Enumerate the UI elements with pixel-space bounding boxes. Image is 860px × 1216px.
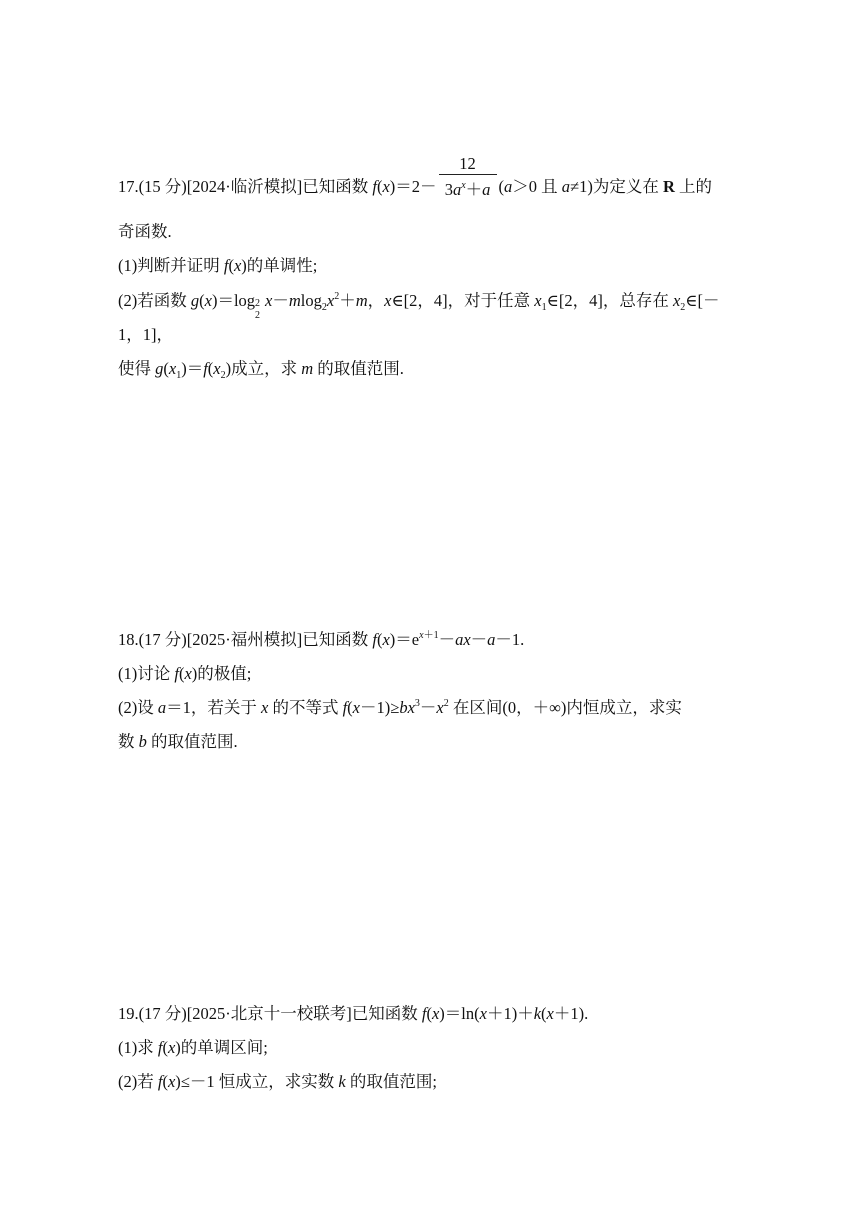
problem-19-line-1: 19.(17 分)[2025·北京十一校联考]已知函数 f(x)＝ln(x＋1)＋k(x＋1). — [118, 1004, 589, 1023]
problem-19-points: 17 分 — [144, 1004, 182, 1023]
problem-18-line-1: 18.(17 分)[2025·福州模拟]已知函数 $f(x)=e^{x+1}-ax-a-1$. — [118, 630, 525, 649]
problem-19-source: 2025·北京十一校联考 — [192, 1004, 347, 1023]
fraction-denominator: $3a^x+a$ — [444, 180, 491, 199]
fraction-bar — [439, 174, 497, 175]
problem-17-source: 2024·临沂模拟 — [192, 177, 297, 196]
problem-19-part-1: (1)求 f(x)的单调区间; — [118, 1038, 268, 1057]
fraction — [437, 154, 499, 199]
fraction-numerator: 12 — [459, 154, 476, 173]
problem-18-source: 2025·福州模拟 — [192, 630, 297, 649]
problem-17-part-2-end: 使得 $g(x_1)=f(x_2)$成立，求 m 的取值范围. — [118, 359, 404, 381]
problem-18-part-2-end: 数 b 的取值范围. — [118, 732, 238, 751]
problem-17-part-2: (2)若函数 g(x)＝log 2 2 $x-mlog_2x^2+m$，x∈[2，4]，对于任意 $x_1\in[2$，4]，总存在 $x_2\in[-$ — [118, 291, 720, 321]
problem-17-line-1: 17.(15 分)[2024·临沂模拟]已知函数 f(x)＝2－ $\frac{12}{3a^x+a}$ (a＞0 且 a≠1)为定义在 R 上的 — [118, 154, 713, 199]
problem-17-line-2: 奇函数. — [118, 222, 172, 241]
problem-18-part-1: (1)讨论 f(x)的极值; — [118, 664, 252, 683]
problem-18-points: 17 分 — [144, 630, 182, 649]
problem-18-part-2: (2)设 a＝1，若关于 x 的不等式 $f(x-1)\ge bx^3-x^2$ 在区间(0，＋∞)内恒成立，求实 — [118, 698, 682, 717]
problem-17-points: 15 分 — [144, 177, 182, 196]
problem-17-part-2-cont: 1，1]， — [118, 325, 173, 344]
problem-17-part-1: (1)判断并证明 f(x)的单调性; — [118, 256, 318, 275]
problem-19-part-2: (2)若 f(x)≤－1 恒成立，求实数 k 的取值范围; — [118, 1072, 437, 1091]
